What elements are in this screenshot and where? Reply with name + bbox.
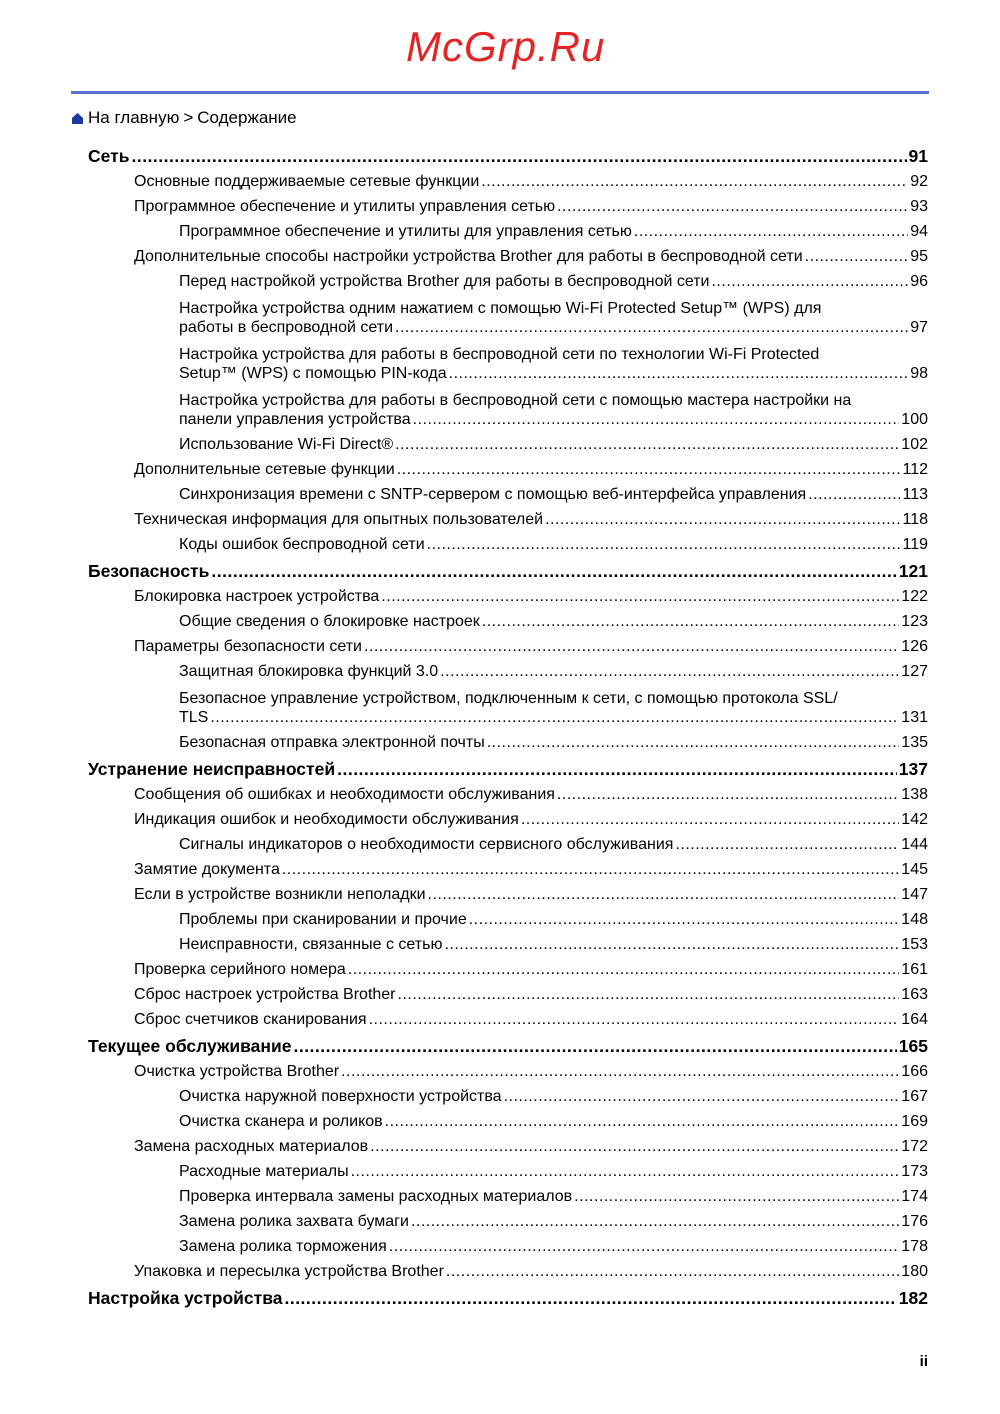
toc-page-number: 164	[901, 1011, 928, 1028]
dot-leader	[469, 910, 900, 929]
header-rule	[71, 91, 929, 94]
dot-leader	[395, 435, 899, 454]
dot-leader	[398, 985, 900, 1004]
dot-leader	[675, 835, 899, 854]
toc-entry-title: Дополнительные сетевые функции	[134, 461, 395, 478]
toc-page-number: 176	[901, 1213, 928, 1230]
toc-entry-title: Общие сведения о блокировке настроек	[179, 613, 480, 630]
toc-entry-title: Настройка устройства одним нажатием с помощью Wi-Fi Protected Setup™ (WPS) для	[179, 300, 822, 317]
toc-entry-title: Сигналы индикаторов о необходимости сервисного обслуживания	[179, 836, 674, 853]
breadcrumb	[71, 108, 297, 128]
dot-leader	[337, 760, 897, 779]
toc-chapter[interactable]	[88, 557, 928, 584]
dot-leader	[369, 1010, 900, 1029]
toc-entry-title: Упаковка и пересылка устройства Brother	[134, 1263, 444, 1280]
toc-entry[interactable]	[179, 269, 928, 294]
toc-page-number: 121	[898, 561, 928, 581]
toc-page-number: 94	[910, 223, 928, 240]
toc-entry-title: Блокировка настроек устройства	[134, 588, 380, 605]
toc-entry[interactable]	[179, 340, 928, 386]
toc-page-number: 178	[901, 1238, 928, 1255]
toc-entry-title: Настройка устройства для работы в беспроводной сети по технологии Wi-Fi Protected	[179, 346, 820, 363]
toc-entry-title: Текущее обслуживание	[88, 1036, 292, 1056]
toc-entry-title: Защитная блокировка функций 3.0	[179, 663, 439, 680]
watermark: McGrp.Ru	[406, 23, 606, 70]
toc-entry-title: Безопасность	[88, 561, 210, 581]
toc-entry-title: Сброс счетчиков сканирования	[134, 1011, 367, 1028]
toc-entry-title: Безопасная отправка электронной почты	[179, 734, 485, 751]
toc-page-number: 127	[901, 663, 928, 680]
toc-entry[interactable]	[134, 1259, 928, 1284]
dot-leader	[364, 637, 899, 656]
toc-entry-title: Расходные материалы	[179, 1163, 349, 1180]
toc-entry-title: Использование Wi-Fi Direct®	[179, 436, 394, 453]
dot-leader	[574, 1187, 899, 1206]
toc-entry-title: Синхронизация времени с SNTP-сервером с помощью веб-интерфейса управления	[179, 486, 807, 503]
toc-entry-title: работы в беспроводной сети	[179, 319, 394, 336]
toc-chapter[interactable]	[88, 142, 928, 169]
toc-entry-title: Настройка устройства	[88, 1288, 283, 1308]
toc-entry[interactable]	[179, 219, 928, 244]
toc-page-number: 95	[910, 248, 928, 265]
dot-leader	[411, 1212, 899, 1231]
toc-entry[interactable]	[179, 432, 928, 457]
toc-page-number: 98	[910, 365, 928, 382]
toc-entry[interactable]	[179, 1159, 928, 1184]
toc-page-number: 173	[901, 1163, 928, 1180]
toc-page-number: 137	[898, 759, 928, 779]
toc-entry-title: Замятие документа	[134, 861, 280, 878]
toc-entry[interactable]	[179, 659, 928, 684]
toc-chapter[interactable]	[88, 755, 928, 782]
toc-page-number: 165	[898, 1036, 928, 1056]
toc-page-number: 161	[901, 961, 928, 978]
toc-entry-title: Настройка устройства для работы в беспроводной сети с помощью мастера настройки на	[179, 392, 852, 409]
dot-leader	[487, 733, 900, 752]
toc-entry-title: Очистка устройства Brother	[134, 1063, 340, 1080]
toc-entry-title: Если в устройстве возникли неполадки	[134, 886, 426, 903]
toc-page-number: 113	[902, 486, 928, 503]
toc-page-number: 172	[901, 1138, 928, 1155]
toc-entry[interactable]	[134, 634, 928, 659]
toc-entry-title: Замена расходных материалов	[134, 1138, 369, 1155]
toc-page-number: 163	[901, 986, 928, 1003]
toc-page-number: 144	[901, 836, 928, 853]
toc-entry[interactable]	[179, 932, 928, 957]
breadcrumb-home-link[interactable]: На главную	[88, 108, 180, 127]
toc-page-number: 148	[901, 911, 928, 928]
toc-page-number: 91	[908, 146, 928, 166]
toc-entry[interactable]	[179, 386, 928, 432]
dot-leader	[711, 272, 908, 291]
toc-page-number: 122	[901, 588, 928, 605]
toc-entry-title: Программное обеспечение и утилиты для управления сетью	[179, 223, 632, 240]
toc-page-number: 180	[901, 1263, 928, 1280]
toc-page-number: 167	[901, 1088, 928, 1105]
toc-entry-title: Дополнительные способы настройки устройства Brother для работы в беспроводной сети	[134, 248, 803, 265]
dot-leader	[351, 1162, 900, 1181]
toc-entry[interactable]	[179, 1109, 928, 1134]
dot-leader	[282, 860, 899, 879]
toc-entry-title: Замена ролика захвата бумаги	[179, 1213, 409, 1230]
toc-entry[interactable]	[134, 982, 928, 1007]
toc-entry[interactable]	[134, 807, 928, 832]
toc-chapter[interactable]	[88, 1284, 928, 1311]
toc-entry-title: Техническая информация для опытных пользователей	[134, 511, 544, 528]
toc-entry-title: Очистка сканера и роликов	[179, 1113, 383, 1130]
dot-leader	[545, 510, 900, 529]
toc-page-number: 93	[910, 198, 928, 215]
toc-entry-title: Параметры безопасности сети	[134, 638, 362, 655]
toc-entry[interactable]	[134, 584, 928, 609]
dot-leader	[449, 364, 909, 383]
dot-leader	[413, 410, 900, 429]
toc-page-number: 182	[898, 1288, 928, 1308]
toc-entry-title: Безопасное управление устройством, подключенным к сети, с помощью протокола SSL/	[179, 690, 838, 707]
toc-page-number: 142	[901, 811, 928, 828]
toc-page-number: 135	[901, 734, 928, 751]
toc-entry-title: Проверка серийного номера	[134, 961, 346, 978]
dot-leader	[385, 1112, 900, 1131]
dot-leader	[557, 785, 899, 804]
toc-entry-title: Индикация ошибок и необходимости обслуживания	[134, 811, 519, 828]
dot-leader	[284, 1289, 896, 1308]
toc-entry[interactable]	[134, 882, 928, 907]
toc-entry[interactable]	[134, 1007, 928, 1032]
toc-entry[interactable]	[134, 507, 928, 532]
dot-leader	[389, 1237, 900, 1256]
toc-entry-title: Перед настройкой устройства Brother для работы в беспроводной сети	[179, 273, 710, 290]
dot-leader	[521, 810, 899, 829]
toc-entry-title: Очистка наружной поверхности устройства	[179, 1088, 502, 1105]
toc-entry[interactable]	[134, 782, 928, 807]
dot-leader	[428, 885, 900, 904]
toc-page-number: 147	[901, 886, 928, 903]
toc-entry-title: Сброс настроек устройства Brother	[134, 986, 396, 1003]
dot-leader	[440, 662, 899, 681]
dot-leader	[634, 222, 908, 241]
home-icon	[71, 112, 84, 125]
dot-leader	[481, 172, 908, 191]
toc-page-number: 102	[901, 436, 928, 453]
toc-entry[interactable]	[179, 832, 928, 857]
dot-leader	[293, 1037, 896, 1056]
toc-entry-title: TLS	[179, 709, 209, 726]
breadcrumb-separator: >	[183, 108, 194, 127]
toc-page-number: 126	[901, 638, 928, 655]
toc-entry-title: панели управления устройства	[179, 411, 411, 428]
toc-entry[interactable]	[134, 169, 928, 194]
toc-entry-title: Проверка интервала замены расходных материалов	[179, 1188, 573, 1205]
toc-entry-title: Коды ошибок беспроводной сети	[179, 536, 425, 553]
dot-leader	[131, 147, 906, 166]
toc-chapter[interactable]	[88, 1032, 928, 1059]
toc-entry-title: Замена ролика торможения	[179, 1238, 387, 1255]
toc-entry-title: Сообщения об ошибках и необходимости обслуживания	[134, 786, 555, 803]
toc-entry[interactable]	[179, 1209, 928, 1234]
toc-page-number: 145	[901, 861, 928, 878]
dot-leader	[482, 612, 900, 631]
toc-entry[interactable]	[179, 1084, 928, 1109]
dot-leader	[444, 935, 899, 954]
dot-leader	[348, 960, 900, 979]
toc-entry-title: Основные поддерживаемые сетевые функции	[134, 173, 480, 190]
dot-leader	[395, 318, 908, 337]
dot-leader	[805, 247, 909, 266]
toc-page-number: 174	[901, 1188, 928, 1205]
toc-entry[interactable]	[134, 244, 928, 269]
toc-page-number: 96	[910, 273, 928, 290]
breadcrumb-current: Содержание	[197, 108, 297, 127]
toc-page-number: 138	[901, 786, 928, 803]
toc-page-number: 131	[901, 709, 928, 726]
toc-page-number: 118	[902, 511, 928, 528]
toc-entry[interactable]	[134, 857, 928, 882]
toc-entry[interactable]	[134, 194, 928, 219]
toc-entry-title: Setup™ (WPS) с помощью PIN-кода	[179, 365, 447, 382]
toc-page-number: 100	[901, 411, 928, 428]
dot-leader	[504, 1087, 900, 1106]
dot-leader	[446, 1262, 899, 1281]
toc-page-number: 97	[910, 319, 928, 336]
toc-entry[interactable]	[134, 1059, 928, 1084]
toc-page-number: 119	[902, 536, 928, 553]
dot-leader	[211, 562, 896, 581]
toc-entry[interactable]	[134, 457, 928, 482]
toc-entry[interactable]	[179, 1234, 928, 1259]
toc-entry-title: Проблемы при сканировании и прочие	[179, 911, 467, 928]
toc-entry-title: Неисправности, связанные с сетью	[179, 936, 443, 953]
toc-entry[interactable]	[179, 1184, 928, 1209]
toc-entry[interactable]	[179, 294, 928, 340]
dot-leader	[557, 197, 908, 216]
toc-page-number: 112	[902, 461, 928, 478]
toc-page-number: 123	[901, 613, 928, 630]
dot-leader	[370, 1137, 899, 1156]
dot-leader	[397, 460, 901, 479]
dot-leader	[808, 485, 900, 504]
toc-entry[interactable]	[179, 482, 928, 507]
dot-leader	[210, 708, 899, 727]
page-number: ii	[919, 1353, 928, 1370]
toc-page-number: 92	[910, 173, 928, 190]
toc-entry[interactable]	[134, 957, 928, 982]
toc-page-number: 166	[901, 1063, 928, 1080]
toc-entry[interactable]	[179, 684, 928, 730]
toc-entry-title: Программное обеспечение и утилиты управления сетью	[134, 198, 556, 215]
toc-page-number: 169	[901, 1113, 928, 1130]
toc-entry-title: Сеть	[88, 146, 130, 166]
table-of-contents	[88, 142, 928, 1311]
toc-entry[interactable]	[179, 609, 928, 634]
toc-entry-title: Устранение неисправностей	[88, 759, 336, 779]
dot-leader	[381, 587, 899, 606]
toc-entry[interactable]	[134, 1134, 928, 1159]
toc-entry[interactable]	[179, 730, 928, 755]
toc-entry[interactable]	[179, 532, 928, 557]
dot-leader	[427, 535, 901, 554]
dot-leader	[341, 1062, 899, 1081]
toc-page-number: 153	[901, 936, 928, 953]
toc-entry[interactable]	[179, 907, 928, 932]
